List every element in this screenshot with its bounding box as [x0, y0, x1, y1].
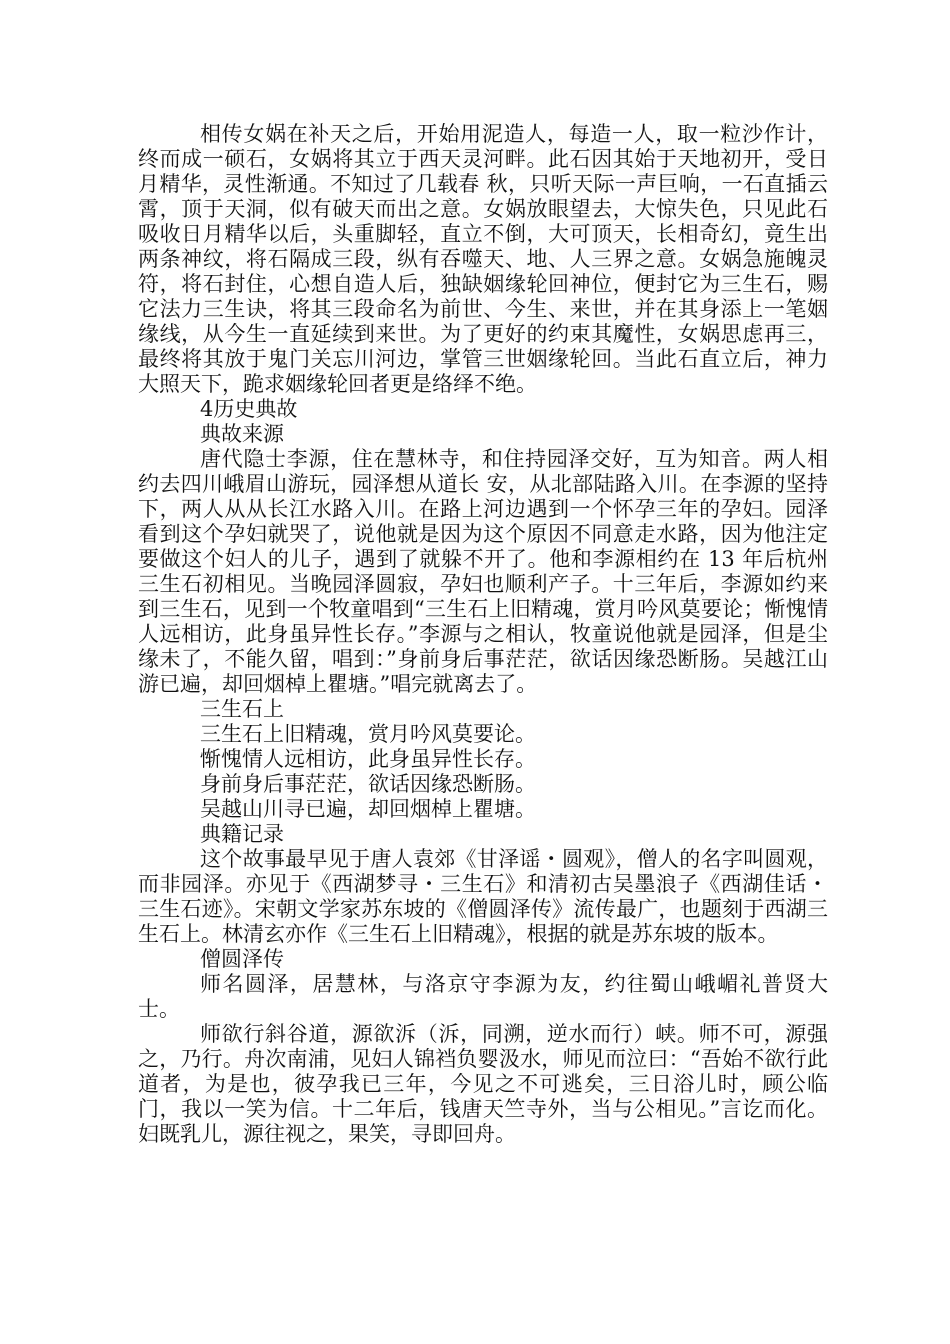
records-paragraph: 这个故事最早见于唐人袁郊《甘泽谣・圆观》，僧人的名字叫圆观，而非园泽。亦见于《西湖梦寻・三生石》和清初古吴墨浪子《西湖佳话・三生石迹》。宋朝文学家苏东坡的《僧圆泽传》流传最广，也题刻于西湖三生石上。林清玄亦作《三生石上旧精魂》，根据的就是苏东坡的版本。 [138, 847, 828, 946]
biography-paragraph: 师欲行斜谷道，源欲泝（泝，同溯，逆水而行）峡。师不可，源强之，乃行。舟次南浦，见妇人锦裆负婴汲水，师见而泣曰：“吾始不欲行此道者，为是也，彼孕我已三年，今见之不可逃矣，三日浴儿时，顾公临门，我以一笑为信。十二年后，钱唐天竺寺外，当与公相见。”言讫而化。妇既乳儿，源往视之，果笑，寻即回舟。 [138, 1022, 828, 1146]
poem-line: 身前身后事茫茫，欲话因缘恐断肠。 [200, 772, 536, 796]
poem-line: 三生石上旧精魂，赏月吟风莫要论。 [200, 722, 536, 746]
poem-line: 吴越山川寻已遍，却回烟棹上瞿塘。 [200, 797, 536, 821]
document-page [138, 122, 828, 1147]
biography-heading: 僧圆泽传 [200, 947, 284, 971]
origin-paragraph: 唐代隐士李源，住在慧林寺，和住持园泽交好，互为知音。两人相约去四川峨眉山游玩，园泽想从道长 安，从北部陆路入川。在李源的坚持下，两人从从长江水路入川。在路上河边遇到一个怀孕三年的孕妇。园泽看到这个孕妇就哭了，说他就是因为这个原因不同意走水路，因为他注定要做这个妇人的儿子，遇到了就躲不开了。他和李源相约在 13 年后杭州三生石初相见。当晚园泽圆寂，孕妇也顺利产子。十三年后，李源如约来到三生石，见到一个牧童唱到“三生石上旧精魂，赏月吟风莫要论；惭愧情人远相访，此身虽异性长存。”李源与之相认，牧童说他就是园泽，但是尘缘未了，不能久留，唱到：”身前身后事茫茫，欲话因缘恐断肠。吴越江山游已遍，却回烟棹上瞿塘。”唱完就离去了。 [138, 447, 828, 696]
origin-heading: 典故来源 [200, 422, 284, 446]
biography-paragraph: 师名圆泽，居慧林，与洛京守李源为友，约往蜀山峨嵋礼普贤大士。 [138, 972, 828, 1021]
poem-title: 三生石上 [200, 697, 284, 721]
section-heading: 4历史典故 [200, 397, 298, 421]
poem-line: 惭愧情人远相访，此身虽异性长存。 [200, 747, 536, 771]
intro-paragraph: 相传女娲在补天之后，开始用泥造人，每造一人，取一粒沙作计，终而成一硕石，女娲将其立于西天灵河畔。此石因其始于天地初开，受日月精华，灵性渐通。不知过了几载春 秋，只听天际一声巨响，一石直插云霄，顶于天洞，似有破天而出之意。女娲放眼望去，大惊失色，只见此石吸收日月精华以后，头重脚轻，直立不倒，大可顶天，长相奇幻，竟生出两条神纹，将石隔成三段，纵有吞噬天、地、人三界之意。女娲急施魄灵符，将石封住，心想自造人后，独缺姻缘轮回神位，便封它为三生石，赐它法力三生诀，将其三段命名为前世、今生、来世，并在其身添上一笔姻缘线，从今生一直延续到来世。为了更好的约束其魔性，女娲思虑再三，最终将其放于鬼门关忘川河边，掌管三世姻缘轮回。当此石直立后，神力大照天下，跪求姻缘轮回者更是络绎不绝。 [138, 122, 828, 396]
records-heading: 典籍记录 [200, 822, 284, 846]
